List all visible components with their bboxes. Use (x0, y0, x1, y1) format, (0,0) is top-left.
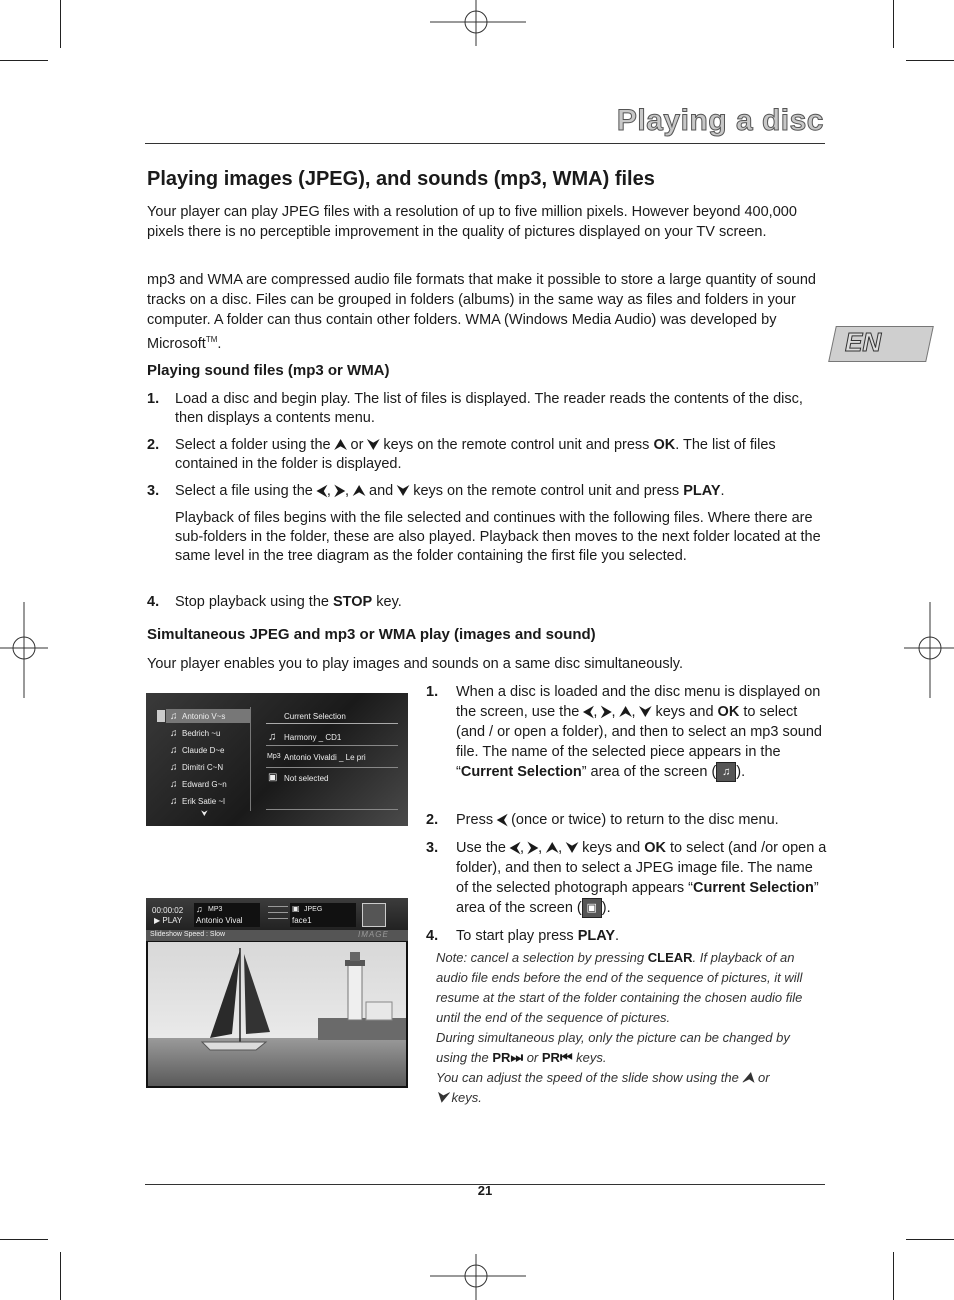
music-note-icon: ♫ (268, 731, 277, 743)
disc-menu-screenshot (146, 693, 408, 826)
registration-mark-icon (904, 602, 954, 698)
crop-mark (906, 60, 954, 61)
mp3-artist: Antonio Vival (196, 916, 243, 925)
folder-list-item: Claude D~e (182, 746, 225, 755)
section-title: Playing images (JPEG), and sounds (mp3, WMA) files (147, 168, 655, 190)
folder-list-item: Dimitri C~N (182, 763, 224, 772)
registration-mark-icon (0, 602, 48, 698)
page-header-title: Playing a disc (616, 104, 824, 137)
crop-mark (893, 1252, 894, 1300)
right-arrow-icon: ⮞ (334, 483, 346, 499)
photo-icon: ▣ (292, 904, 300, 913)
photo-icon: ▣ (268, 772, 278, 783)
down-arrow-icon: ⮟ (367, 437, 380, 453)
down-arrow-icon: ⮟ (436, 1090, 448, 1106)
left-arrow-icon: ⮜ (583, 704, 594, 720)
next-track-icon: ⏭ (510, 1050, 524, 1066)
left-arrow-icon: ⮜ (510, 840, 520, 856)
music-note-icon: ♫ (170, 728, 178, 739)
jpeg-file: face1 (292, 916, 312, 925)
up-arrow-icon: ⮝ (619, 704, 632, 720)
up-arrow-icon: ⮝ (353, 483, 365, 499)
header-rule (145, 143, 825, 144)
right-arrow-icon: ⮞ (528, 840, 539, 856)
crop-mark (60, 0, 61, 48)
right-arrow-icon: ⮞ (601, 704, 612, 720)
row-rule (266, 809, 398, 810)
subsection-title-sound: Playing sound files (mp3 or WMA) (147, 362, 390, 379)
slideshow-speed: Slideshow Speed : Slow (150, 931, 226, 938)
mp3-tag: Mp3 (267, 753, 281, 760)
intro-paragraph-2: mp3 and WMA are compressed audio file formats that make it possible to store a large quantity of sound tracks on a disc. Files can be grouped in folders (albums) in the same way as files and folders in your computer. A folder can thus contain other folders. WMA (Windows Media Audio) was developed by Microsoft™. (147, 272, 816, 352)
music-note-icon: ♫ (170, 711, 178, 722)
lighthouse-photo (148, 942, 406, 1086)
intro-paragraph-1: Your player can play JPEG files with a resolution of up to five million pixels. However beyond 400,000 pixels there is no perceptible improvement in the quality of pictures displayed on your TV screen. (147, 204, 797, 240)
up-arrow-icon: ⮝ (334, 437, 347, 453)
music-note-icon: ♫ (196, 904, 203, 914)
registration-mark-icon (430, 0, 526, 46)
playback-status: ▶ PLAY (154, 916, 183, 925)
crop-mark (0, 1239, 48, 1240)
image-mode-icon (362, 903, 386, 927)
music-note-icon: ♫ (716, 762, 736, 782)
list-scroll-down-icon: ⮟ (201, 809, 208, 818)
left-arrow-icon: ⮜ (316, 483, 327, 499)
current-track: Antonio Vivaldi _ Le pri (284, 753, 366, 762)
up-arrow-icon: ⮝ (546, 840, 559, 856)
selection-arrow-icon (157, 710, 165, 722)
music-note-icon: ♫ (170, 745, 178, 756)
up-arrow-icon: ⮝ (742, 1070, 755, 1086)
left-arrow-icon: ⮜ (497, 812, 508, 828)
current-selection-rule (266, 723, 398, 724)
music-note-icon: ♫ (170, 762, 178, 773)
row-rule (266, 767, 398, 768)
music-note-icon: ♫ (170, 796, 178, 807)
crop-mark (0, 60, 48, 61)
subsection-title-simultaneous: Simultaneous JPEG and mp3 or WMA play (images and sound) (147, 626, 596, 643)
row-rule (266, 745, 398, 746)
current-image: Not selected (284, 774, 329, 783)
music-note-icon: ♫ (170, 779, 178, 790)
mp3-label: MP3 (208, 906, 223, 913)
slideshow-screenshot (146, 898, 408, 1088)
language-badge-label: EN (845, 327, 882, 357)
registration-mark-icon (430, 1254, 526, 1300)
down-arrow-icon: ⮟ (639, 704, 652, 720)
down-arrow-icon: ⮟ (397, 483, 410, 499)
page-number: 21 (477, 1183, 493, 1198)
current-selection-label: Current Selection (284, 712, 346, 721)
previous-track-icon: ⏮ (559, 1050, 573, 1066)
folder-list-item: Antonio V~s (182, 712, 226, 721)
down-arrow-icon: ⮟ (566, 840, 579, 856)
crop-mark (60, 1252, 61, 1300)
playback-time: 00:00:02 (152, 906, 184, 915)
jpeg-label: JPEG (304, 906, 323, 913)
photo-icon: ▣ (582, 898, 602, 918)
crop-mark (906, 1239, 954, 1240)
mode-label: IMAGE (358, 930, 389, 939)
folder-list-item: Erik Satie ~l (182, 797, 225, 806)
equalizer-icon (268, 906, 288, 924)
folder-list-item: Edward G~n (182, 780, 227, 789)
crop-mark (893, 0, 894, 48)
current-album: Harmony _ CD1 (284, 733, 342, 742)
note-block: Note: cancel a selection by pressing CLEAR. If playback of an audio file ends before the end of the sequence of pictures, it will resume at the start of the folder containing the chosen audio file until the end of the sequence of pictures. During simultaneous play, only the picture can be changed by using the PR⏭ or PR⏮ keys. You can adjust the speed of the slide show using the ⮝ or ⮟ keys. (436, 950, 803, 1106)
folder-list-item: Bedrich ~u (182, 729, 221, 738)
simultaneous-intro: Your player enables you to play images and sounds on a same disc simultaneously. (147, 656, 684, 672)
